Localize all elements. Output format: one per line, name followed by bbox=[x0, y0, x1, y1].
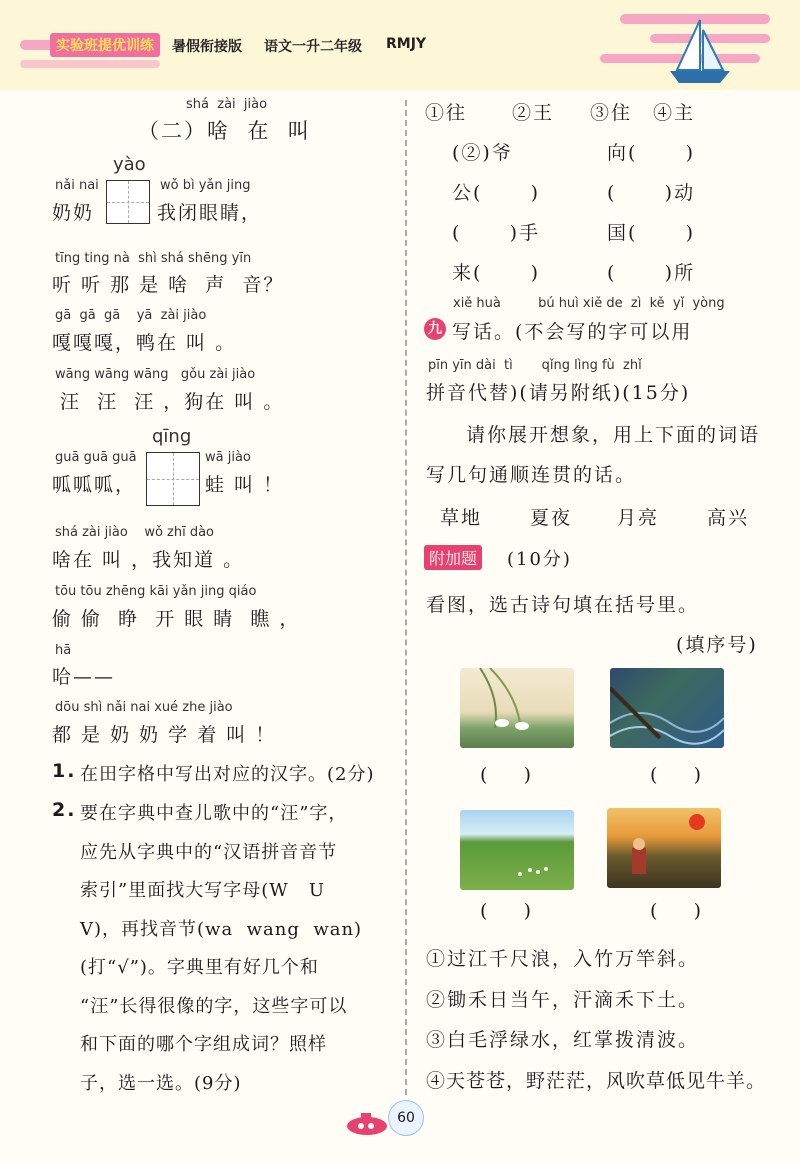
bonus-instruction: 看图，选古诗句填在括号里。 bbox=[426, 594, 700, 616]
verse-option: ③白毛浮绿水，红掌拨清波。 bbox=[426, 1029, 700, 1051]
fill-blank[interactable]: 国( ) bbox=[607, 222, 696, 244]
word-option: 月亮 bbox=[617, 507, 660, 529]
question-number: 1. bbox=[52, 760, 77, 782]
subject-label: 语文一升二年级 bbox=[264, 39, 362, 55]
pinyin-line: guā guā guā bbox=[55, 450, 137, 465]
sailboat-icon bbox=[665, 15, 735, 85]
pinyin-line: xiě huà bú huì xiě de zì kě yǐ yòng bbox=[453, 296, 725, 311]
option: ④主 bbox=[653, 102, 696, 124]
verse-option: ②锄禾日当午，汗滴禾下土。 bbox=[426, 989, 700, 1011]
question-2-line: 应先从字典中的“汉语拼音音节 bbox=[80, 841, 338, 863]
pinyin-line: hā bbox=[55, 643, 72, 658]
fill-blank[interactable]: 来( ) bbox=[452, 262, 541, 284]
pinyin-line: shá zài jiào wǒ zhī dào bbox=[55, 525, 215, 540]
pinyin-line: wāng wāng wāng gǒu zài jiào bbox=[55, 367, 256, 382]
option: ①往 bbox=[425, 102, 468, 124]
series-label: 实验班提优训练 bbox=[50, 33, 160, 57]
answer-blank[interactable]: ( ) bbox=[650, 764, 702, 786]
poem-title-pinyin: shá zài jiào bbox=[186, 97, 268, 112]
word-option: 高兴 bbox=[707, 507, 750, 529]
pinyin-line: gā gā gā yā zài jiào bbox=[55, 308, 207, 323]
question-2-line: 要在字典中查儿歌中的“汪”字， bbox=[80, 803, 348, 824]
writing-heading: 写话。(不会写的字可以用 bbox=[452, 321, 693, 343]
question-2-line: 和下面的哪个字组成词？照样 bbox=[80, 1034, 327, 1055]
poem-line: 听 听 那 是 啥 声 音？ bbox=[52, 274, 285, 296]
word-option: 草地 bbox=[440, 507, 483, 529]
poem-line: 哈—— bbox=[52, 666, 116, 688]
pinyin-line: tīng ting nà shì shá shēng yīn bbox=[55, 251, 252, 266]
pinyin-line: nǎi nai bbox=[55, 178, 99, 193]
pinyin-line: dōu shì nǎi nai xué zhe jiào bbox=[55, 700, 233, 715]
tianzige-box[interactable] bbox=[106, 180, 150, 224]
writing-instruction: 写几句通顺连贯的话。 bbox=[426, 464, 637, 486]
poem-line: 呱呱呱， bbox=[52, 474, 137, 496]
farmer-picture bbox=[607, 808, 721, 888]
edition-label: 暑假衔接版 bbox=[172, 39, 242, 55]
goose-picture bbox=[460, 668, 574, 748]
poem-line: 嘎嘎嘎，鸭在 叫 。 bbox=[52, 332, 237, 354]
poem-line: 蛙 叫 ！ bbox=[205, 474, 285, 496]
question-1: 在田字格中写出对应的汉字。(2分) bbox=[80, 764, 375, 785]
question-2-line: “汪”长得很像的字，这些字可以 bbox=[80, 995, 348, 1017]
pinyin-line: tōu tōu zhēng kāi yǎn jing qiáo bbox=[55, 584, 257, 599]
bonus-hint: (填序号) bbox=[676, 634, 758, 656]
pinyin-line: wā jiào bbox=[205, 450, 251, 465]
bamboo-waves-picture bbox=[610, 668, 724, 748]
question-2-line: 索引”里面找大写字母(W U bbox=[80, 880, 326, 901]
fill-blank[interactable]: 向( ) bbox=[607, 142, 696, 164]
answer-blank[interactable]: ( ) bbox=[650, 900, 702, 922]
verse-option: ④天苍苍，野茫茫，风吹草低见牛羊。 bbox=[426, 1070, 767, 1092]
submarine-icon bbox=[345, 1108, 393, 1138]
page-number: 60 bbox=[388, 1100, 424, 1136]
writing-heading-cont: 拼音代替)(请另附纸)(15分) bbox=[426, 382, 691, 404]
box-pinyin: qīng bbox=[152, 426, 192, 447]
writing-instruction: 请你展开想象，用上下面的词语 bbox=[466, 424, 761, 446]
tianzige-box[interactable] bbox=[146, 452, 200, 506]
answer-blank[interactable]: ( ) bbox=[480, 764, 532, 786]
bonus-score: (10分) bbox=[507, 549, 572, 570]
option: ②王 bbox=[512, 102, 555, 124]
poem-line: 啥在 叫 ，我知道 。 bbox=[52, 549, 245, 571]
verse-option: ①过江千尺浪，入竹万竿斜。 bbox=[426, 948, 700, 970]
poem-line: 奶奶 bbox=[52, 202, 95, 224]
fill-blank[interactable]: ( )手 bbox=[452, 222, 541, 244]
poem-line: 都 是 奶 奶 学 着 叫 ！ bbox=[52, 724, 277, 746]
fill-blank[interactable]: ( )动 bbox=[607, 182, 696, 204]
poem-line: 我闭眼睛， bbox=[157, 202, 263, 224]
bonus-label: 附加题 bbox=[424, 545, 482, 570]
grassland-picture bbox=[460, 810, 574, 890]
section-badge: 九 bbox=[424, 318, 446, 340]
question-2-line: 子，选一选。(9分) bbox=[80, 1072, 242, 1094]
answer-blank[interactable]: ( ) bbox=[480, 900, 532, 922]
question-2-line: (打“√”)。字典里有好几个和 bbox=[80, 957, 319, 978]
poem-line: 汪 汪 汪 ，狗在 叫 。 bbox=[52, 391, 285, 413]
question-2-line: V)，再找音节(wa wang wan) bbox=[80, 918, 363, 940]
poem-line: 偷 偷 睁 开 眼 睛 瞧 ， bbox=[52, 608, 301, 630]
fill-blank[interactable]: 公( ) bbox=[452, 182, 541, 204]
column-divider bbox=[405, 100, 407, 1095]
poem-title: （二）啥 在 叫 bbox=[138, 119, 311, 143]
fill-blank[interactable]: ( )所 bbox=[607, 262, 696, 284]
pinyin-line: pīn yīn dài tì qǐng lìng fù zhǐ bbox=[428, 358, 642, 373]
publisher-label: RMJY bbox=[386, 36, 427, 52]
fill-blank[interactable]: (②)爷 bbox=[452, 142, 513, 164]
word-option: 夏夜 bbox=[530, 507, 573, 529]
box-pinyin: yào bbox=[113, 154, 146, 175]
question-number: 2. bbox=[52, 799, 77, 821]
option: ③住 bbox=[590, 102, 633, 124]
pinyin-line: wǒ bì yǎn jing bbox=[160, 178, 251, 193]
